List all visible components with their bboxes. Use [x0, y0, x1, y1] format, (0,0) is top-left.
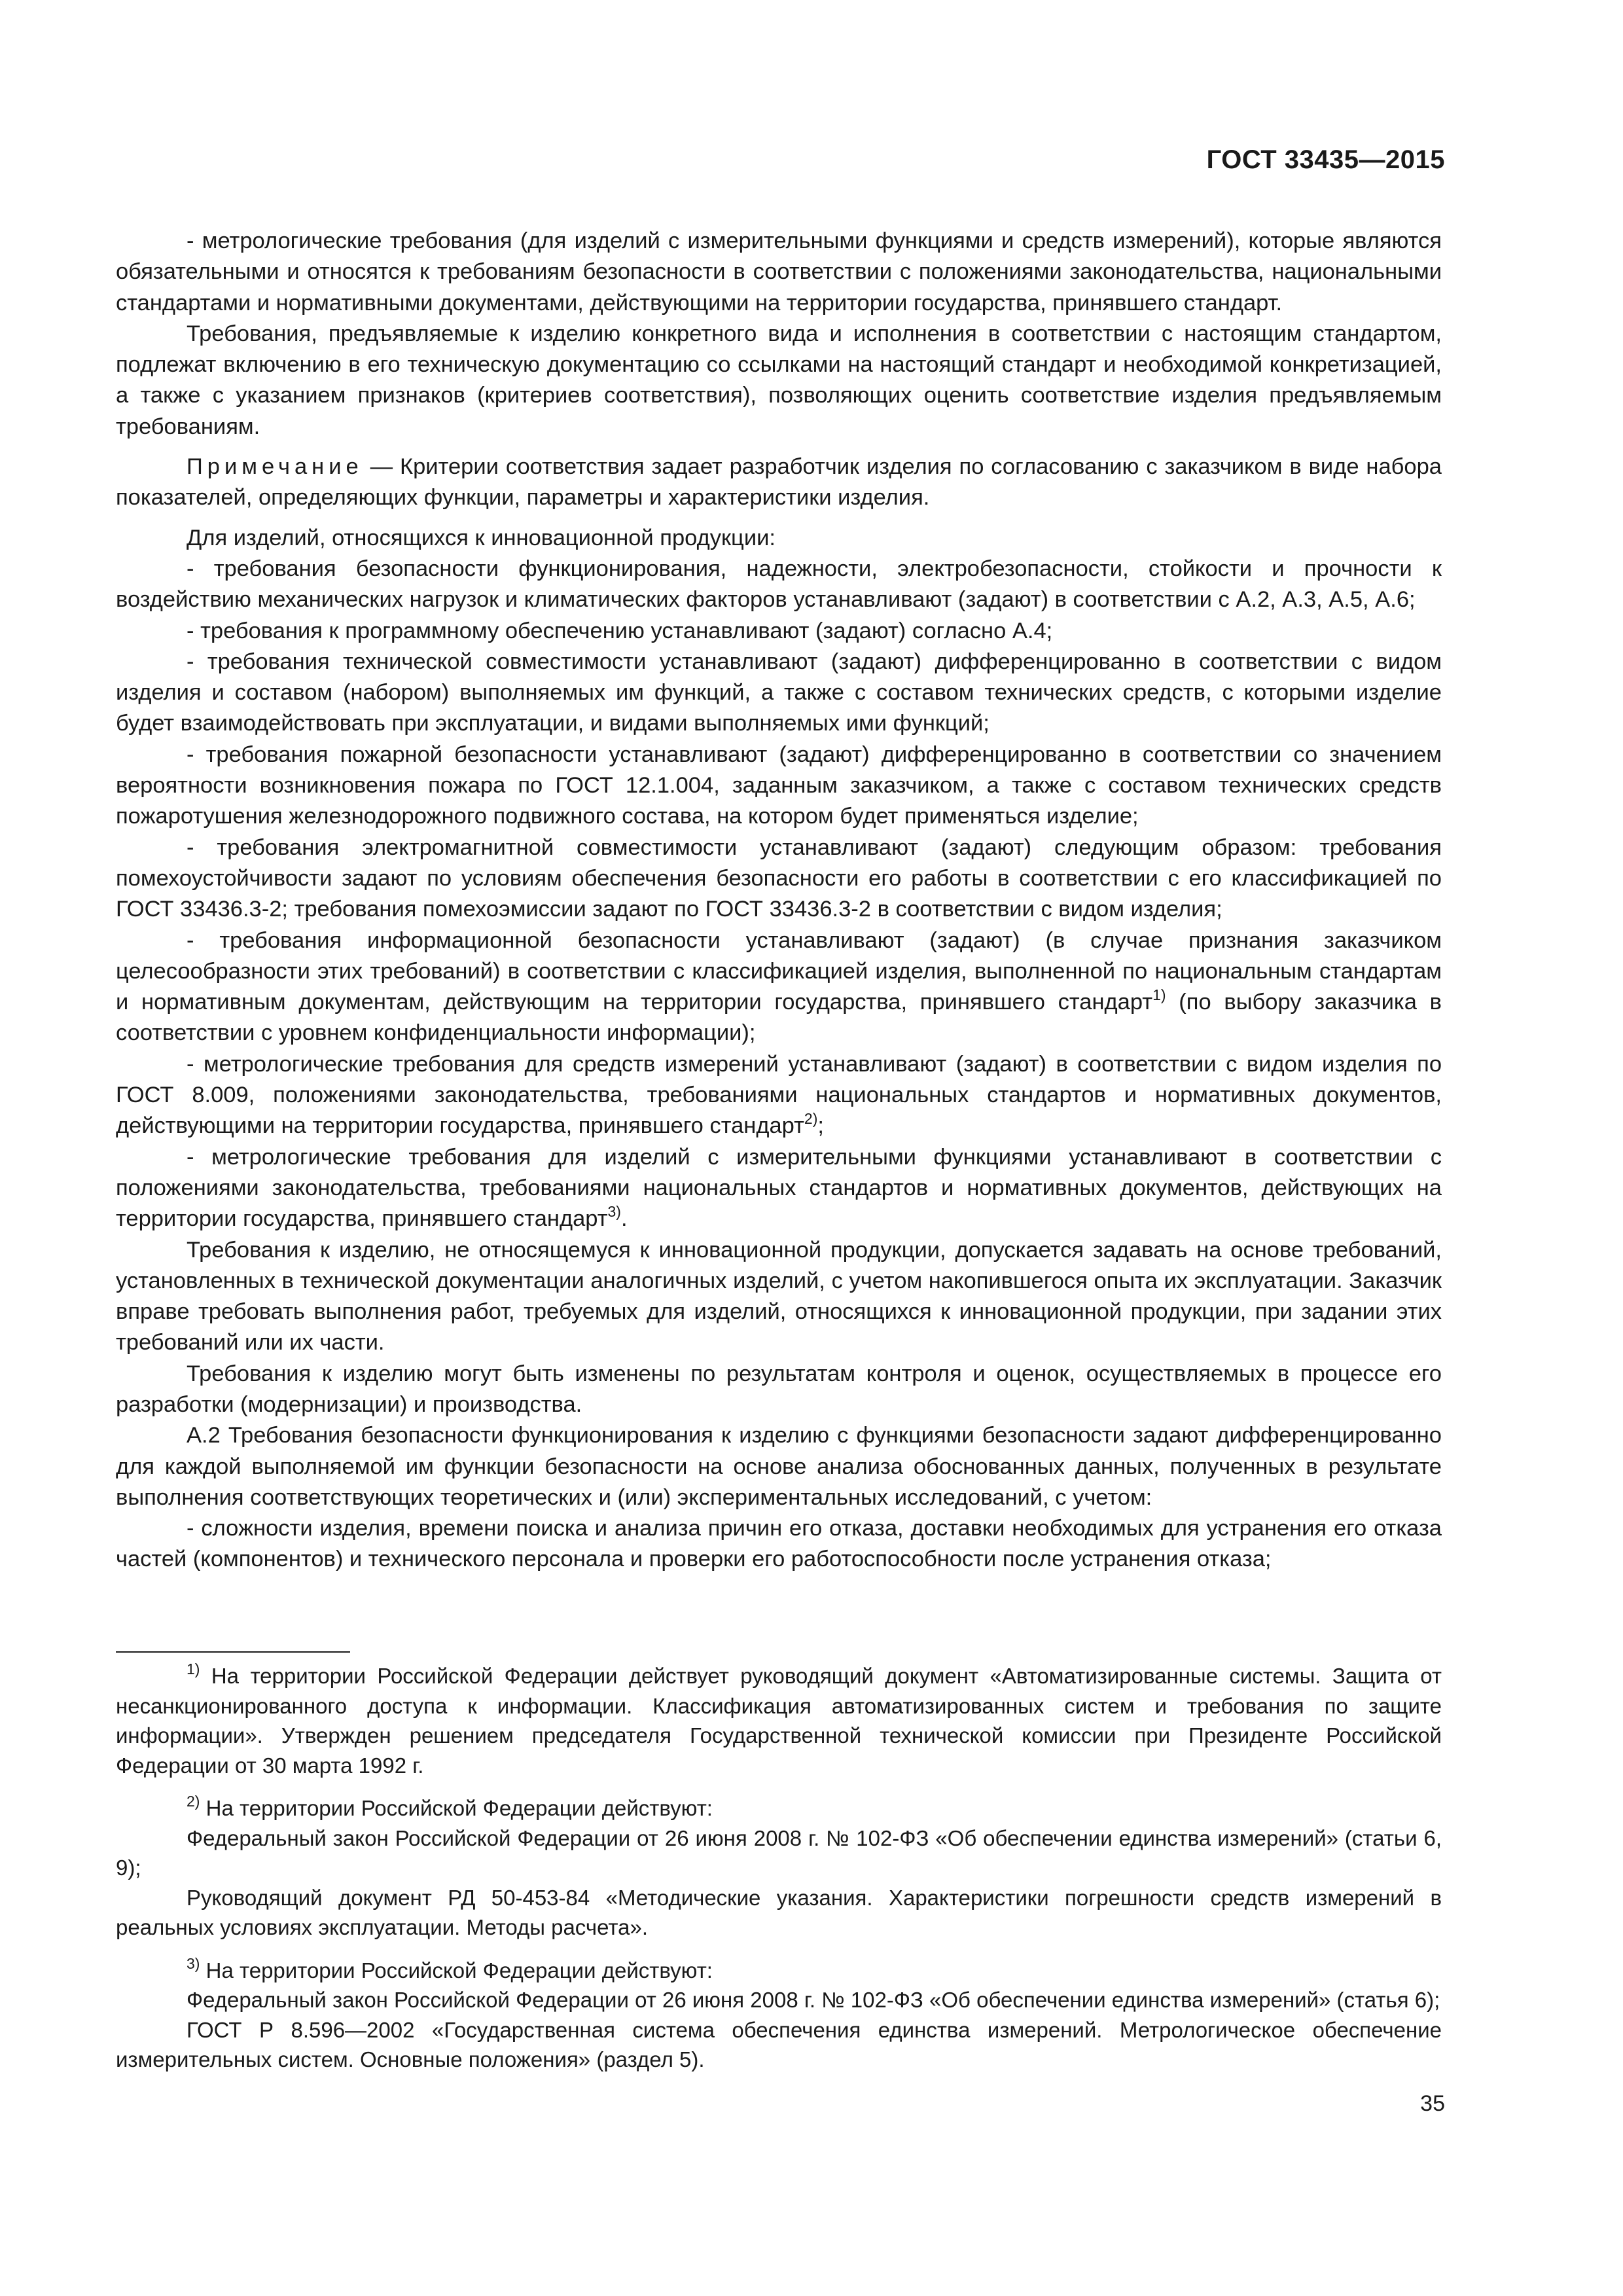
paragraph: Требования к изделию, не относящемуся к инновационной продукции, допускается задавать на основе требований, установленных в технической документации аналогичных изделий, с учетом накопившегося опыта их эксплуатации. Заказчик вправе требовать выполнения работ, требуемых для изделий, относящихся к инновационной продукции, при задании этих требований или их части.	[116, 1237, 1442, 1355]
footnote-separator	[116, 1651, 350, 1653]
footnote	[116, 1956, 1442, 1986]
footnote-text: На территории Российской Федерации действуют:	[200, 1796, 713, 1820]
list-item-text: .	[620, 1206, 628, 1232]
footnote-ref[interactable]: 1)	[1152, 986, 1166, 1003]
page-number: 35	[1420, 2091, 1445, 2116]
footnote-ref[interactable]: 2)	[804, 1109, 818, 1127]
footnote-ref[interactable]: 3)	[607, 1202, 621, 1220]
list-item-text: - метрологические требования для средств измерений устанавливают (задают) в соответствии с видом изделия по ГОСТ 8.009, положениями законодательства, требованиями национальных стандартов и нормативных документов, действующими на территории государства, принявшего стандарт	[116, 1051, 1442, 1139]
footnote-mark: 3)	[187, 1954, 200, 1972]
note-label: Примечание	[187, 454, 363, 480]
footnote-text: На территории Российской Федерации действует руководящий документ «Автоматизированные системы. Защита от несанкционированного доступа к информации. Классификация автоматизированных систем и требования по защите информации». Утвержден решением председателя Государственной технической комиссии при Президенте Российской Федерации от 30 марта 1992 г.	[116, 1664, 1442, 1778]
list-item: - требования безопасности функционирования, надежности, электробезопасности, стойкости и прочности к воздействию механических нагрузок и климатических факторов устанавливают (задают) в соответствии с А.2, А.3, А.5, А.6;	[116, 556, 1442, 613]
note-paragraph	[116, 452, 1442, 514]
list-item	[116, 1142, 1442, 1235]
list-item-text: - требования информационной безопасности устанавливают (задают) (в случае признания заказчиком целесообразности этих требований) в соответствии с классификацией изделия, выполненной по национальным стандартам и нормативным документам, действующим на территории государства, принявшего стандарт	[116, 927, 1442, 1015]
list-item: - требования пожарной безопасности устанавливают (задают) дифференцированно в соответствии со значением вероятности возникновения пожара по ГОСТ 12.1.004, заданным заказчиком, а также с составом технических средств пожаротушения железнодорожного подвижного состава, на котором будет применяться изделие;	[116, 742, 1442, 829]
footnote	[116, 1793, 1442, 1823]
list-item: - требования технической совместимости устанавливают (задают) дифференцированно в соответствии с видом изделия и составом (набором) выполняемых им функций, а также с составом технических средств, с которыми изделие будет взаимодействовать при эксплуатации, и видами выполняемых ими функций;	[116, 649, 1442, 736]
footnotes	[116, 1661, 1442, 2075]
footnote-item: Федеральный закон Российской Федерации от 26 июня 2008 г. № 102-ФЗ «Об обеспечении единства измерений» (статья 6);	[187, 1988, 1440, 2012]
footnote	[116, 1661, 1442, 1780]
list-item: - требования к программному обеспечению устанавливают (задают) согласно А.4;	[187, 618, 1053, 643]
list-item	[116, 1049, 1442, 1142]
list-item	[116, 925, 1442, 1049]
list-item: - сложности изделия, времени поиска и анализа причин его отказа, доставки необходимых для устранения его отказа частей (компонентов) и технического персонала и проверки его работоспособности после устранения отказа;	[116, 1516, 1442, 1572]
paragraph: Для изделий, относящихся к инновационной продукции:	[187, 525, 776, 550]
footnote-item: Федеральный закон Российской Федерации от 26 июня 2008 г. № 102-ФЗ «Об обеспечении единства измерений» (статьи 6, 9);	[116, 1825, 1442, 1880]
list-item-text: - метрологические требования для изделий с измерительными функциями устанавливают в соответствии с положениями законодательства, требованиями национальных стандартов и нормативных документов, действующих на территории государства, принявшего стандарт	[116, 1144, 1442, 1232]
paragraph: - метрологические требования (для изделий с измерительными функциями и средств измерений), которые являются обязательными и относятся к требованиям безопасности в соответствии с положениями законодательства, национальными стандартами и нормативными документами, действующими на территории государства, принявшего стандарт.	[116, 228, 1442, 315]
main-text	[116, 226, 1442, 1575]
paragraph: Требования, предъявляемые к изделию конкретного вида и исполнения в соответствии с настоящим стандартом, подлежат включению в его техническую документацию со ссылками на настоящий стандарт и необходимой конкретизацией, а также с указанием признаков (критериев соответствия), позволяющих оценить соответствие изделия предъявляемым требованиям.	[116, 321, 1442, 439]
footnote-mark: 2)	[187, 1793, 200, 1810]
paragraph: Требования к изделию могут быть изменены по результатам контроля и оценок, осуществляемых в процессе его разработки (модернизации) и производства.	[116, 1361, 1442, 1417]
footnote-mark: 1)	[187, 1660, 200, 1677]
list-item-text: (по выбору заказчика в соответствии с уровнем конфиденциальности информации);	[116, 990, 1442, 1046]
footnote-item: Руководящий документ РД 50-453-84 «Методические указания. Характеристики погрешности средств измерений в реальных условиях эксплуатации. Методы расчета».	[116, 1885, 1442, 1939]
list-item-text: ;	[817, 1113, 824, 1139]
document-header: ГОСТ 33435—2015	[1206, 145, 1445, 174]
footnote-text: На территории Российской Федерации действуют:	[200, 1958, 713, 1982]
section-paragraph: А.2 Требования безопасности функционирования к изделию с функциями безопасности задают дифференцированно для каждой выполняемой им функции безопасности на основе анализа обоснованных данных, полученных в результате выполнения соответствующих теоретических и (или) экспериментальных исследований, с учетом:	[116, 1423, 1442, 1510]
note-text: — Критерии соответствия задает разработчик изделия по согласованию с заказчиком в виде набора показателей, определяющих функции, параметры и характеристики изделия.	[116, 454, 1442, 511]
footnote-item: ГОСТ Р 8.596—2002 «Государственная система обеспечения единства измерений. Метрологическое обеспечение измерительных систем. Основные положения» (раздел 5).	[116, 2017, 1442, 2072]
list-item: - требования электромагнитной совместимости устанавливают (задают) следующим образом: требования помехоустойчивости задают по условиям обеспечения безопасности его работы в соответствии с его классификацией по ГОСТ 33436.3-2; требования помехоэмиссии задают по ГОСТ 33436.3-2 в соответствии с видом изделия;	[116, 834, 1442, 922]
